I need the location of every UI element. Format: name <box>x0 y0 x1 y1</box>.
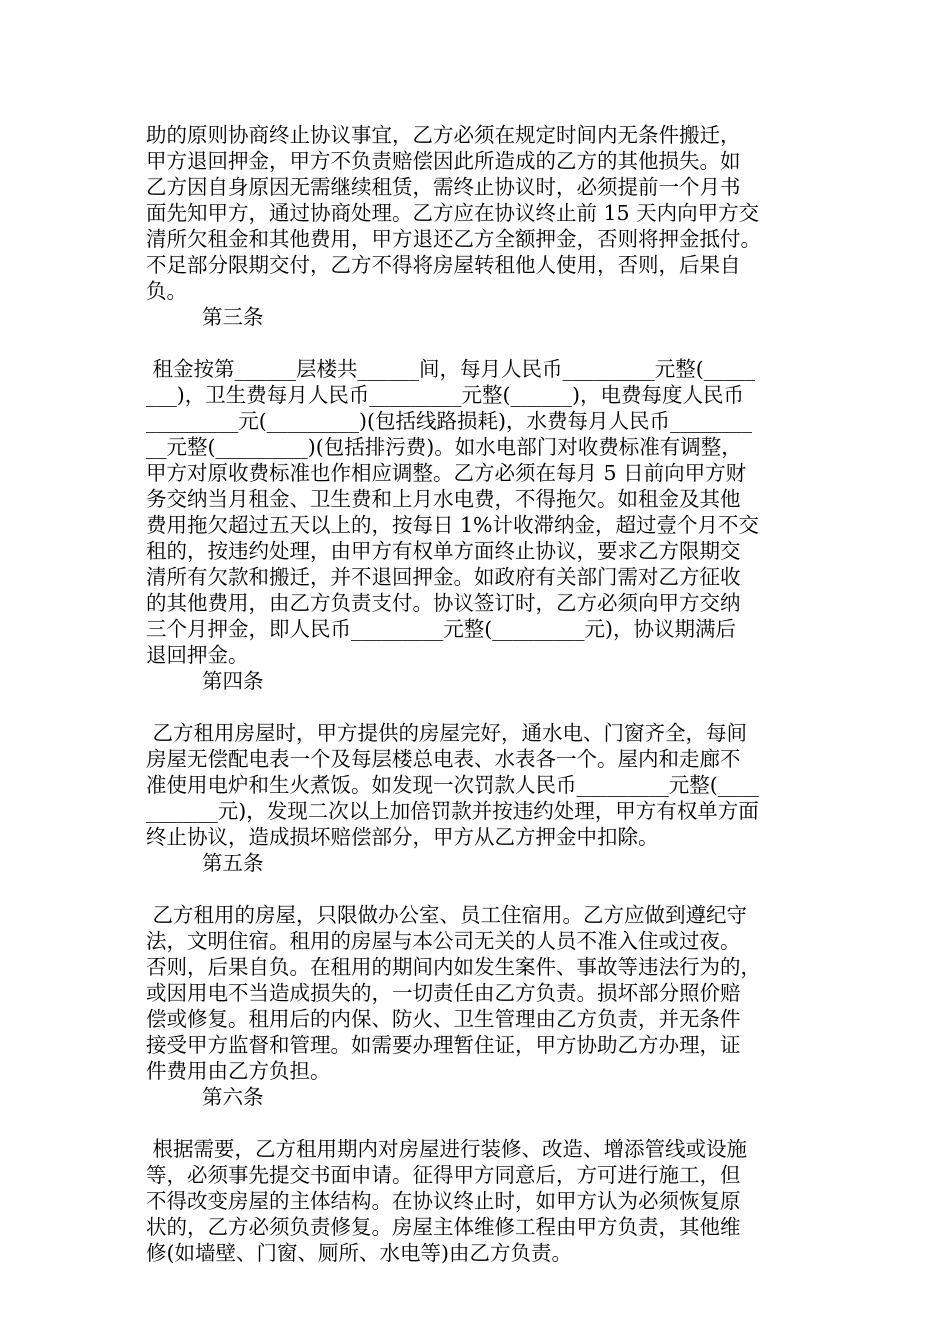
text-line: 法，文明住宿。租用的房屋与本公司无关的人员不准入住或过夜。 <box>146 929 741 953</box>
text-line: __元整(_________)(包括排污费)。如水电部门对收费标准有调整， <box>146 435 742 459</box>
text-line: 甲方退回押金，甲方不负责赔偿因此所造成的乙方的其他损失。如 <box>146 149 741 173</box>
text-line: 不足部分限期交付，乙方不得将房屋转租他人使用，否则，后果自 <box>146 253 741 277</box>
text-line: 偿或修复。租用后的内保、防火、卫生管理由乙方负责，并无条件 <box>146 1007 741 1031</box>
paragraph-gap <box>146 694 826 720</box>
text-line: 三个月押金，即人民币_________元整(_________元)，协议期满后 <box>146 617 736 641</box>
text-line: 不得改变房屋的主体结构。在协议终止时，如甲方认为必须恢复原 <box>146 1189 741 1213</box>
text-line: ___)，卫生费每月人民币_________元整(______)，电费每度人民币 <box>146 383 744 407</box>
text-line: 退回押金。 <box>146 643 249 667</box>
article-4-body <box>146 720 826 850</box>
text-line: 清所欠租金和其他费用，甲方退还乙方全额押金，否则将押金抵付。 <box>146 227 761 251</box>
text-line: 甲方对原收费标准也作相应调整。乙方必须在每月 5 日前向甲方财 <box>146 461 747 485</box>
article-6-heading: 第六条 <box>202 1085 264 1109</box>
text-line: 租金按第______层楼共______间，每月人民币_________元整(_____ <box>146 357 756 381</box>
article-5-heading: 第五条 <box>202 851 264 875</box>
text-line: 或因用电不当造成损失的，一切责任由乙方负责。损坏部分照价赔 <box>146 981 741 1005</box>
document-page <box>146 122 826 1266</box>
text-line: 件费用由乙方负担。 <box>146 1059 331 1083</box>
text-line: 终止协议，造成损坏赔偿部分，甲方从乙方押金中扣除。 <box>146 825 659 849</box>
paragraph-gap <box>146 1110 826 1136</box>
text-line: 房屋无偿配电表一个及每层楼总电表、水表各一个。屋内和走廊不 <box>146 747 741 771</box>
text-line: 负。 <box>146 279 187 303</box>
text-line: 助的原则协商终止协议事宜，乙方必须在规定时间内无条件搬迁， <box>146 123 741 147</box>
text-line: 乙方租用的房屋，只限做办公室、员工住宿用。乙方应做到遵纪守 <box>146 903 748 927</box>
text-line: _________元(_________)(包括线路损耗)，水费每月人民币________ <box>146 409 752 433</box>
text-line: 务交纳当月租金、卫生费和上月水电费，不得拖欠。如租金及其他 <box>146 487 741 511</box>
text-line: 根据需要，乙方租用期内对房屋进行装修、改造、增添管线或设施 <box>146 1137 748 1161</box>
text-line: 面先知甲方，通过协商处理。乙方应在协议终止前 15 天内向甲方交 <box>146 201 760 225</box>
text-line: 的其他费用，由乙方负责支付。协议签订时，乙方必须向甲方交纳 <box>146 591 741 615</box>
text-line: 费用拖欠超过五天以上的，按每日 1%计收滞纳金，超过壹个月不交 <box>146 513 760 537</box>
paragraph-gap <box>146 876 826 902</box>
text-line: 否则，后果自负。在租用的期间内如发生案件、事故等违法行为的， <box>146 955 761 979</box>
intro-paragraph <box>146 122 826 304</box>
text-line: 状的，乙方必须负责修复。房屋主体维修工程由甲方负责，其他维 <box>146 1215 741 1239</box>
article-3-body <box>146 356 826 668</box>
article-4-heading: 第四条 <box>202 669 264 693</box>
text-line: 准使用电炉和生火煮饭。如发现一次罚款人民币_________元整(____ <box>146 773 759 797</box>
text-line: 乙方因自身原因无需继续租赁，需终止协议时，必须提前一个月书 <box>146 175 741 199</box>
text-line: 接受甲方监督和管理。如需要办理暂住证，甲方协助乙方办理，证 <box>146 1033 741 1057</box>
paragraph-gap <box>146 330 826 356</box>
article-3-heading: 第三条 <box>202 305 264 329</box>
article-6-body <box>146 1136 826 1266</box>
text-line: 清所有欠款和搬迁，并不退回押金。如政府有关部门需对乙方征收 <box>146 565 741 589</box>
text-line: _______元)，发现二次以上加倍罚款并按违约处理，甲方有权单方面 <box>146 799 759 823</box>
text-line: 修(如墙壁、门窗、厕所、水电等)由乙方负责。 <box>146 1241 572 1265</box>
text-line: 乙方租用房屋时，甲方提供的房屋完好，通水电、门窗齐全，每间 <box>146 721 748 745</box>
article-5-body <box>146 902 826 1084</box>
text-line: 等，必须事先提交书面申请。征得甲方同意后，方可进行施工，但 <box>146 1163 741 1187</box>
text-line: 租的，按违约处理，由甲方有权单方面终止协议，要求乙方限期交 <box>146 539 741 563</box>
